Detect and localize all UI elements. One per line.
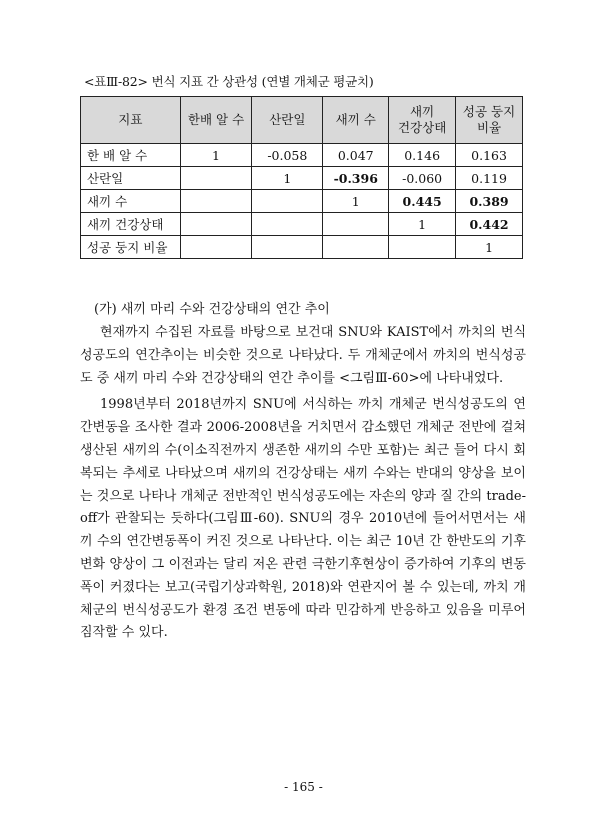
table-cell: 0.163 — [456, 144, 523, 167]
table-cell — [252, 236, 323, 259]
body-text — [80, 322, 526, 649]
column-header: 새끼 수 — [323, 97, 389, 144]
table-cell: 1 — [180, 144, 252, 167]
column-header: 새끼 건강상태 — [389, 97, 456, 144]
table-row — [81, 167, 523, 190]
table-cell: 0.445 — [389, 190, 456, 213]
table-cell — [252, 190, 323, 213]
row-label: 성공 둥지 비율 — [81, 236, 181, 259]
table-row — [81, 144, 523, 167]
page-number: - 165 - — [284, 780, 323, 794]
column-header: 성공 둥지 비율 — [456, 97, 523, 144]
table-row — [81, 213, 523, 236]
paragraph: 현재까지 수집된 자료를 바탕으로 보건대 SNU와 KAIST에서 까치의 번식성공도의 연간추이는 비슷한 것으로 나타났다. 두 개체군에서 까치의 번식성공도 중 새끼 마리 수와 건강상태의 연간 추이를 <그림Ⅲ-60>에 나타내었다. — [80, 325, 526, 386]
table-cell: 0.047 — [323, 144, 389, 167]
table-cell: 0.146 — [389, 144, 456, 167]
row-label: 한 배 알 수 — [81, 144, 181, 167]
row-label: 새끼 수 — [81, 190, 181, 213]
paragraph: 1998년부터 2018년까지 SNU에 서식하는 까치 개체군 번식성공도의 연간변동을 조사한 결과 2006-2008년을 거치면서 감소했던 개체군 전반에 걸쳐 생산된 새끼의 수(이소직전까지 생존한 새끼의 수만 포함)는 최근 들어 다시 회복되는 추세로 나타났으며 새끼의 건강상태는 새끼 수와는 반대의 양상을 보이는 것으로 나타나 개체군 전반적인 번식성공도에는 자손의 양과 질 간의 trade-off가 관찰되는 듯하다(그림Ⅲ-60). SNU의 경우 2010년에 들어서면서는 새끼 수의 연간변동폭이 커진 것으로 나타난다. 이는 최근 10년 간 한반도의 기후변화 양상이 그 이전과는 달리 저온 관련 극한기후현상이 증가하여 기후의 변동폭이 커졌다는 보고(국립기상과학원, 2018)와 연관지어 볼 수 있는데, 까치 개체군의 번식성공도가 환경 조건 변동에 따라 민감하게 반응하고 있음을 미루어 짐작할 수 있다. — [80, 397, 526, 641]
table-cell: 0.442 — [456, 213, 523, 236]
table-header-row — [81, 97, 523, 144]
column-header: 한배 알 수 — [180, 97, 252, 144]
row-label: 산란일 — [81, 167, 181, 190]
column-header: 산란일 — [252, 97, 323, 144]
table-row — [81, 190, 523, 213]
table-row — [81, 236, 523, 259]
table-cell: 0.389 — [456, 190, 523, 213]
table-cell: 0.119 — [456, 167, 523, 190]
correlation-table — [80, 96, 523, 259]
table-caption: <표Ⅲ-82> 번식 지표 간 상관성 (연별 개체군 평균치) — [84, 74, 374, 89]
table-cell: 1 — [456, 236, 523, 259]
table-cell: 1 — [252, 167, 323, 190]
table-cell: -0.058 — [252, 144, 323, 167]
section-heading: (가) 새끼 마리 수와 건강상태의 연간 추이 — [94, 302, 330, 317]
table-cell — [180, 190, 252, 213]
column-header: 지표 — [81, 97, 181, 144]
table-cell — [323, 236, 389, 259]
table-cell — [180, 213, 252, 236]
row-label: 새끼 건강상태 — [81, 213, 181, 236]
table-cell: 1 — [389, 213, 456, 236]
table-cell: -0.396 — [323, 167, 389, 190]
table-cell — [323, 213, 389, 236]
table-cell — [180, 236, 252, 259]
table-cell: 1 — [323, 190, 389, 213]
table-cell: -0.060 — [389, 167, 456, 190]
table-cell — [252, 213, 323, 236]
table-cell — [180, 167, 252, 190]
table-cell — [389, 236, 456, 259]
